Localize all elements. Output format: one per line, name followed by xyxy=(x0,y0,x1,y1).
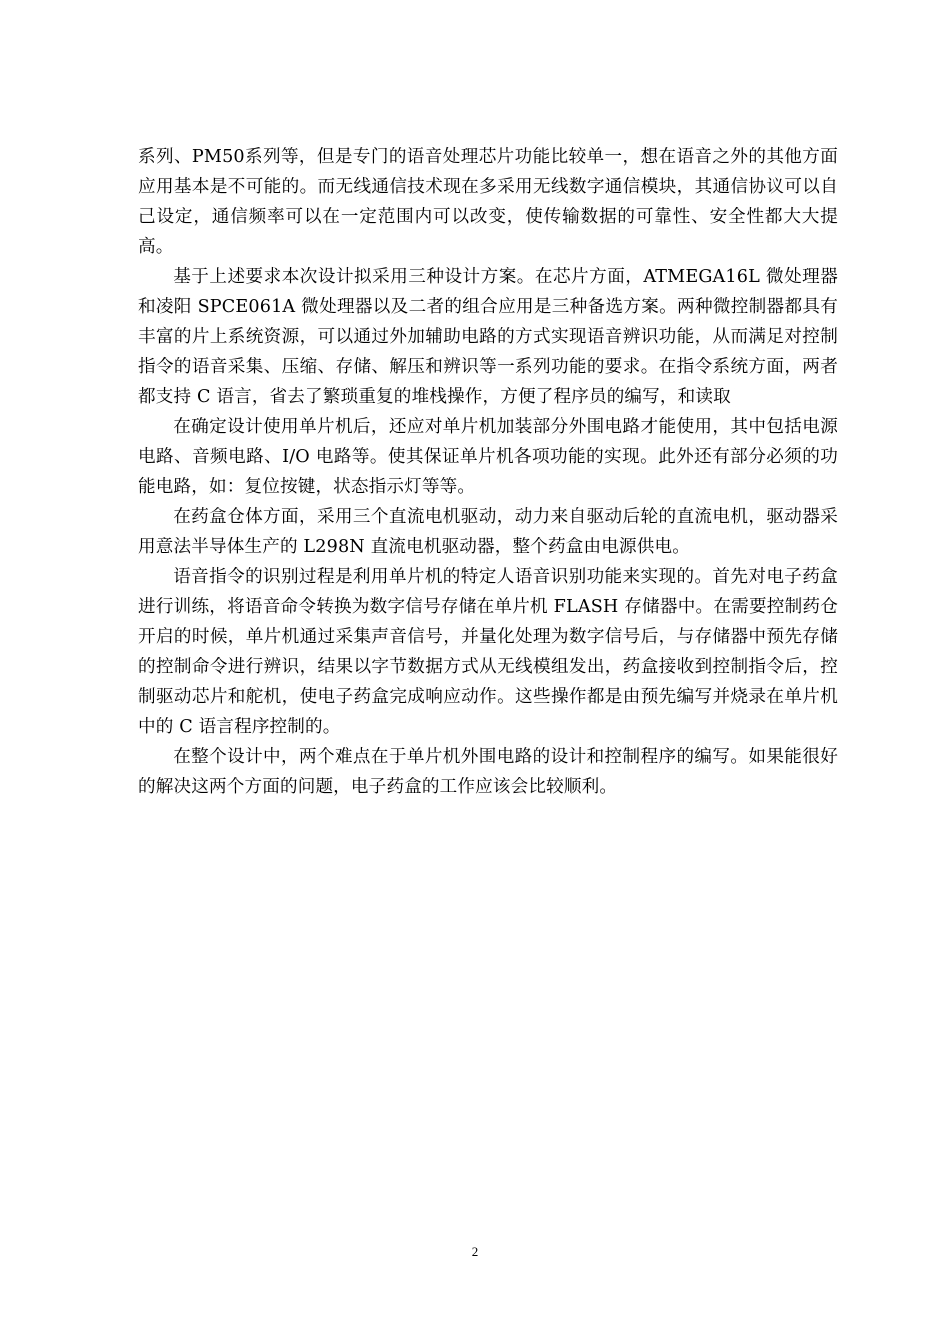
page-number: 2 xyxy=(471,1244,479,1259)
paragraph-continuation: 系列、PM50系列等，但是专门的语音处理芯片功能比较单一，想在语音之外的其他方面应用基本是不可能的。而无线通信技术现在多采用无线数字通信模块，其通信协议可以自己设定，通信频率可以在一定范围内可以改变，使传输数据的可靠性、安全性都大大提高。 xyxy=(138,147,838,257)
paragraph-peripheral-circuits: 在确定设计使用单片机后，还应对单片机加装部分外围电路才能使用，其中包括电源电路、音频电路、I/O 电路等。使其保证单片机各项功能的实现。此外还有部分必须的功能电路，如：复位按键，状态指示灯等等。 xyxy=(138,417,838,497)
paragraph-voice-recognition: 语音指令的识别过程是利用单片机的特定人语音识别功能来实现的。首先对电子药盒进行训练，将语音命令转换为数字信号存储在单片机 FLASH 存储器中。在需要控制药仓开启的时候，单片机通过采集声音信号，并量化处理为数字信号后，与存储器中预先存储的控制命令进行辨识，结果以字节数据方式从无线模组发出，药盒接收到控制指令后，控制驱动芯片和舵机，使电子药盒完成响应动作。这些操作都是由预先编写并烧录在单片机中的 C 语言程序控制的。 xyxy=(138,567,838,737)
body-text xyxy=(138,142,838,802)
paragraph-design-scheme: 基于上述要求本次设计拟采用三种设计方案。在芯片方面，ATMEGA16L 微处理器和凌阳 SPCE061A 微处理器以及二者的组合应用是三种备选方案。两种微控制器都具有丰富的片上系统资源，可以通过外加辅助电路的方式实现语音辨识功能，从而满足对控制指令的语音采集、压缩、存储、解压和辨识等一系列功能的要求。在指令系统方面，两者都支持 C 语言，省去了繁琐重复的堆栈操作，方便了程序员的编写，和读取 xyxy=(138,267,838,407)
paragraph-motor-drive: 在药盒仓体方面，采用三个直流电机驱动，动力来自驱动后轮的直流电机，驱动器采用意法半导体生产的 L298N 直流电机驱动器，整个药盒由电源供电。 xyxy=(138,507,838,557)
paragraph-difficulties: 在整个设计中，两个难点在于单片机外围电路的设计和控制程序的编写。如果能很好的解决这两个方面的问题，电子药盒的工作应该会比较顺利。 xyxy=(138,747,838,797)
